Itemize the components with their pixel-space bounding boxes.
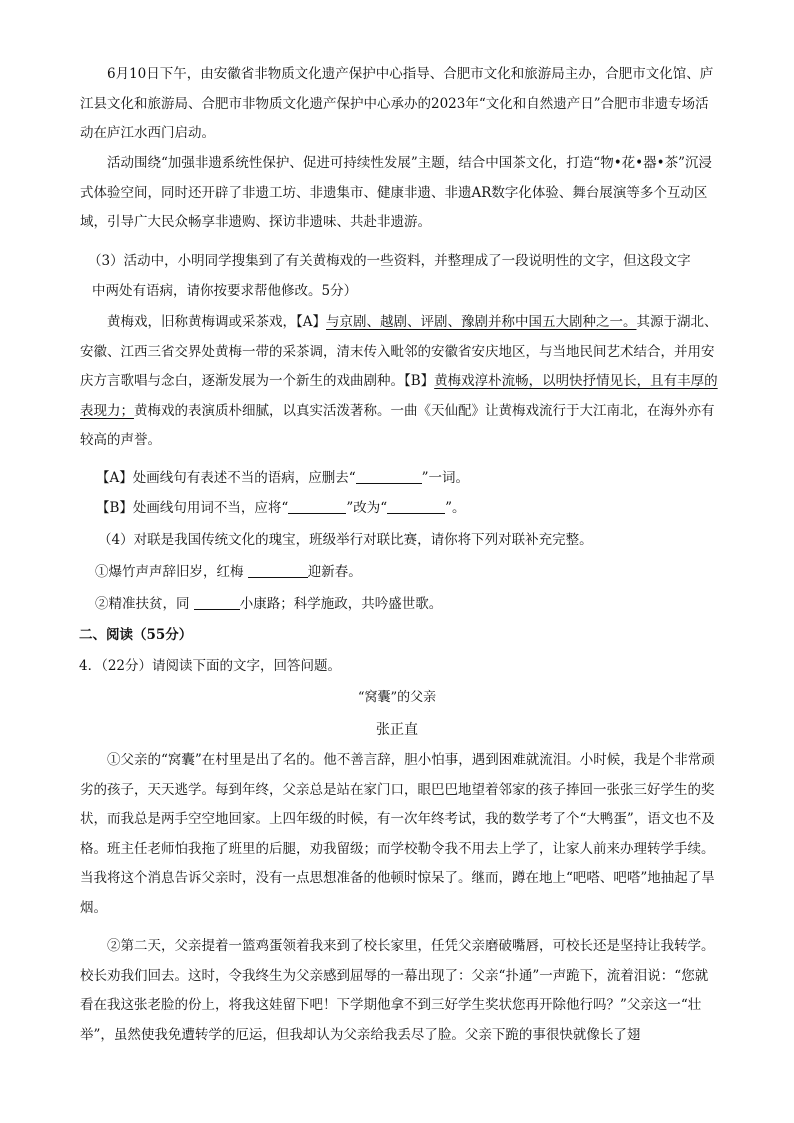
question-4-label: 4．（22分）请阅读下面的文字，回答问题。 xyxy=(79,658,342,674)
couplet-1 xyxy=(95,558,735,588)
intro-paragraph-2: 活动围绕“加强非遗系统性保护、促进可持续性发展”主题，结合中国茶文化，打造“物•花•器•茶”沉浸式体验空间，同时还开辟了非遗工坊、非遗集市、健康非遗、非遗AR数字化体验、舞台展演等多个互动区域，引导广大民众畅享非遗购、探访非遗味、共赴非遗游。 xyxy=(80,155,712,230)
passage-underline-b: 黄梅戏淳朴流畅，以明快抒情见长，且有丰厚的表现力； xyxy=(80,373,718,419)
question-3-b-mid: ”改为“ xyxy=(346,500,388,516)
question-3-a xyxy=(96,464,736,494)
article-title: “窝囊”的父亲 xyxy=(357,690,437,705)
question-3-a-text: 【A】处画线句有表述不当的语病，应删去“ xyxy=(96,470,356,486)
question-3-b-suffix: ”。 xyxy=(445,500,466,516)
article-author: 张正直 xyxy=(376,722,418,738)
question-3-b-text: 【B】处画线句用词不当，应将“ xyxy=(96,500,289,516)
passage-end: 黄梅戏的表演质朴细腻，以真实活泼著称。一曲《天仙配》让黄梅戏流行于大江南北，在海外亦有较高的声誉。 xyxy=(80,402,715,448)
intro-paragraph-1: 6月10日下午，由安徽省非物质文化遗产保护中心指导、合肥市文化和旅游局主办，合肥市文化馆、庐江县文化和旅游局、合肥市非物质文化遗产保护中心承办的2023年“文化和自然遗产日”合肥市非遗专场活动在庐江水西门启动。 xyxy=(80,66,714,141)
couplet-1-pre: ①爆竹声声辞旧岁，红梅 xyxy=(95,564,244,580)
section-2-heading: 二、阅读（55分） xyxy=(79,627,193,643)
couplet-blank-2[interactable] xyxy=(194,595,240,610)
huangmei-passage xyxy=(80,308,720,456)
question-3-prompt-line2: 中两处有语病，请你按要求帮他修改。5分） xyxy=(92,282,358,299)
question-4-prompt: （4）对联是我国传统文化的瑰宝，班级举行对联比赛，请你将下列对联补充完整。 xyxy=(98,532,593,548)
question-3-a-suffix: ”一词。 xyxy=(421,470,470,486)
couplet-2-post: 小康路；科学施政，共吟盛世歌。 xyxy=(239,596,443,612)
passage-middle: 其源于湖北、安徽、江西三省交界处黄梅一带的采茶调，清末传入毗邻的安徽省安庆地区，与当地民间艺术结合，并用安庆方言歌唱与念白，逐渐发展为一个新生的戏曲剧种。【B】 xyxy=(80,314,718,389)
question-3-b xyxy=(96,494,736,524)
answer-blank-b1[interactable] xyxy=(288,499,346,514)
article-paragraph-1: ①父亲的“窝囊”在村里是出了名的。他不善言辞，胆小怕事，遇到困难就流泪。小时候，我是个非常顽劣的孩子，天天逃学。每到年终，父亲总是站在家门口，眼巴巴地望着邻家的孩子捧回一张张三好学生的奖状，而我总是两手空空地回家。上四年级的时候，有一次年终考试，我的数学考了个“大鸭蛋”，语文也不及格。班主任老师怕我拖了班里的后腿，劝我留级；而学校勒令我不用去上学了，让家人前来办理转学手续。当我将这个消息告诉父亲时，没有一点思想准备的他顿时惊呆了。继而，蹲在地上“吧嗒、吧嗒”地抽起了旱烟。 xyxy=(80,752,715,916)
passage-part-a-pre: 黄梅戏，旧称黄梅调或采茶戏，【A】 xyxy=(107,314,326,330)
answer-blank-b2[interactable] xyxy=(387,499,445,514)
answer-blank-a[interactable] xyxy=(356,469,422,484)
passage-underline-a: 与京剧、越剧、评剧、豫剧并称中国五大剧种之一。 xyxy=(326,314,637,330)
couplet-2-pre: ②精准扶贫，同 xyxy=(95,596,190,612)
question-3-prompt-line1: （3）活动中，小明同学搜集到了有关黄梅戏的一些资料，并整理成了一段说明性的文字，但这段文字 xyxy=(88,253,691,269)
couplet-1-post: 迎新春。 xyxy=(307,564,362,580)
couplet-blank-1[interactable] xyxy=(248,563,308,578)
article-paragraph-2: ②第二天，父亲提着一篮鸡蛋领着我来到了校长家里，任凭父亲磨破嘴唇，可校长还是坚持让我转学。校长劝我们回去。这时，令我终生为父亲感到屈辱的一幕出现了：父亲“扑通”一声跪下，流着泪说：“您就看在我这张老脸的份上，将我这娃留下吧！下学期他拿不到三好学生奖状您再开除他行吗？”父亲这一“壮举”，虽然使我免遭转学的厄运，但我却认为父亲给我丢尽了脸。父亲下跪的事很快就像长了翅 xyxy=(80,938,715,1043)
couplet-2 xyxy=(95,590,735,620)
question-3-prompt xyxy=(88,247,722,306)
